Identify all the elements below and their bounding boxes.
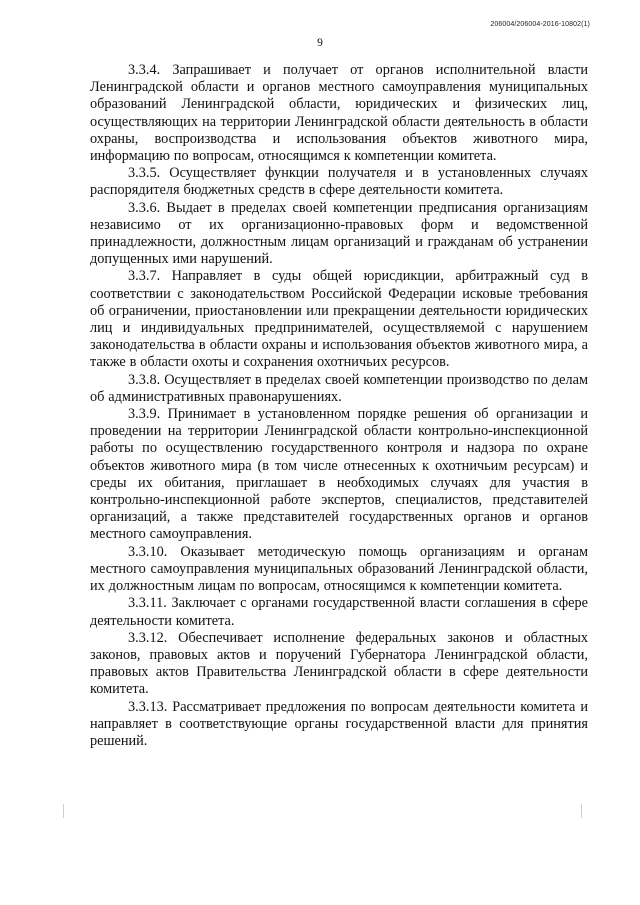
scan-mark xyxy=(63,804,64,818)
paragraph-3-3-9: 3.3.9. Принимает в установленном порядке решения об организации и проведении на территории Ленинградской области контрольно-инспекционной работы по осуществлению государственного контроля и надзора по охране объектов животного мира (в том числе отнесенных к охотничьим ресурсам) и среды их обитания, приглашает в необходимых случаях для участия в контрольно-инспекционной работе экспертов, специалистов, представителей организаций, а также представителей государственных органов и органов местного самоуправления. xyxy=(90,406,588,543)
paragraph-3-3-5: 3.3.5. Осуществляет функции получателя и в установленных случаях распорядителя бюджетных средств в сфере деятельности комитета. xyxy=(90,165,588,199)
paragraph-3-3-8: 3.3.8. Осуществляет в пределах своей компетенции производство по делам об административных правонарушениях. xyxy=(90,371,588,405)
scan-mark xyxy=(581,804,582,818)
paragraph-3-3-6: 3.3.6. Выдает в пределах своей компетенции предписания организациям независимо от их организационно-правовых форм и ведомственной принадлежности, должностным лицам организаций и гражданам об устранении допущенных ими нарушений. xyxy=(90,199,588,268)
paragraph-3-3-7: 3.3.7. Направляет в суды общей юрисдикции, арбитражный суд в соответствии с законодательством Российской Федерации исковые требования об ограничении, приостановлении или прекращении деятельности юридических лиц и индивидуальных предпринимателей, осуществляемой с нарушением законодательства в области охраны и использования объектов животного мира, а также в области охоты и сохранения охотничьих ресурсов. xyxy=(90,268,588,371)
paragraph-3-3-12: 3.3.12. Обеспечивает исполнение федеральных законов и областных законов, правовых актов и поручений Губернатора Ленинградской области, правовых актов Правительства Ленинградской области в сфере деятельности комитета. xyxy=(90,629,588,698)
paragraph-3-3-13: 3.3.13. Рассматривает предложения по вопросам деятельности комитета и направляет в соответствующие органы государственной власти для принятия решений. xyxy=(90,698,588,749)
paragraph-3-3-11: 3.3.11. Заключает с органами государственной власти соглашения в сфере деятельности комитета. xyxy=(90,595,588,629)
page-number: 9 xyxy=(317,37,323,49)
scan-artifacts xyxy=(63,804,583,822)
document-body xyxy=(90,62,588,750)
paragraph-3-3-4: 3.3.4. Запрашивает и получает от органов исполнительной власти Ленинградской области и органов местного самоуправления муниципальных образований Ленинградской области, юридических и физических лиц, осуществляющих на территории Ленинградской области деятельность в области охраны, воспроизводства и использования объектов животного мира, информацию по вопросам, относящимся к компетенции комитета. xyxy=(90,62,588,165)
paragraph-3-3-10: 3.3.10. Оказывает методическую помощь организациям и органам местного самоуправления муниципальных образований Ленинградской области, их должностным лицам по вопросам, относящимся к компетенции комитета. xyxy=(90,543,588,595)
document-id: 206004/206004-2016-10802(1) xyxy=(490,21,590,28)
